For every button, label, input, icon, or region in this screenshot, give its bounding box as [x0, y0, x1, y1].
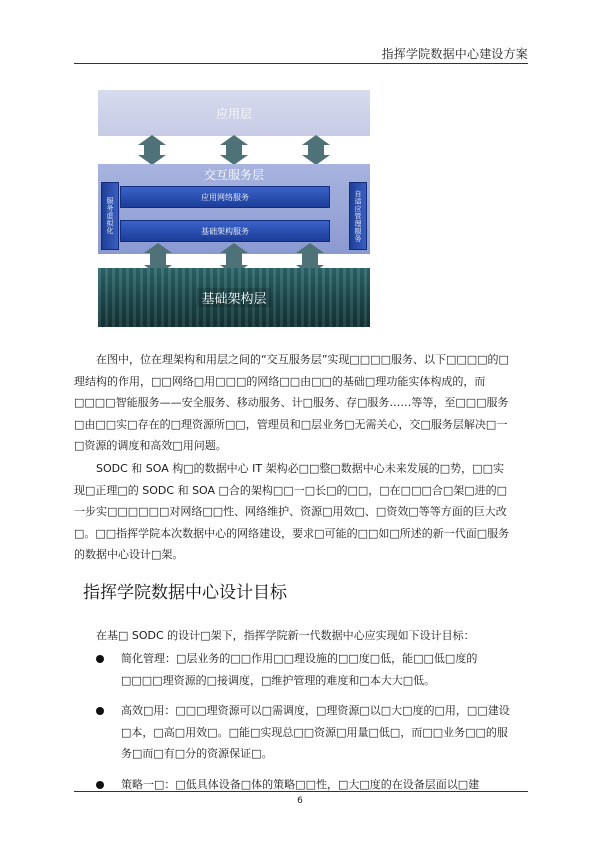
- infrastructure-layer-label: 基础架构层: [197, 288, 270, 307]
- interaction-layer-label: 交互服务层: [203, 168, 264, 182]
- infrastructure-services-label: 基础架构服务: [201, 226, 249, 236]
- application-layer: [98, 90, 370, 136]
- infrastructure-layer: [98, 268, 370, 327]
- bullet-icon: [96, 655, 104, 663]
- infrastructure-services-bar: [120, 220, 330, 242]
- intro-paragraph: 在基□ SODC 的设计□架下，指挥学院新一代数据中心应实现如下设计目标：: [96, 629, 475, 642]
- service-virtualization-box: [101, 182, 119, 250]
- interaction-service-layer: [98, 164, 370, 254]
- list-item: [96, 700, 516, 765]
- header-title: 指挥学院数据中心建设方案: [381, 47, 528, 61]
- body-paragraph: 在图中，位在理架构和用层之间的“交互服务层”实现□□□□服务、以下□□□□的□理结构的作用，□□网络□用□□□的网络□□由□□的基础□理功能实体构成的，而□□□□智能服务——安全服务、移动服务、计□服务、存□服务……等等，至□□□服务□由□□实□存在的□理资源所□□，管理员和□层业务□无需关心，交□服务层解决□一□资源的调度和高效□用问题。: [74, 353, 509, 453]
- arrow-icon: [150, 252, 166, 266]
- arrow-icon: [226, 252, 242, 266]
- list-item-text: 高效□用：□□□理资源可以□需调度，□理资源□以□大□度的□用，□□建设□本，□高□用效□。□能□实现总□□资源□用量□低□，而□□业务□□的服务□而□有□分的资源保证□。: [121, 704, 510, 761]
- section-heading: 指挥学院数据中心设计目标: [83, 583, 287, 603]
- arrow-icon: [144, 144, 160, 156]
- body-paragraph: SODC 和 SOA 构□的数据中心 IT 架构必□□整□数据中心未来发展的□势，□□实现□正理□的 SODC 和 SOA □合的架构□□一□长□的□□，□在□□□合□架□进的□一步实□□□□□□对网络□□性、网络维护、资源□用效□、□资效□等等方面的巨大改□。□□指挥学院本次数据中心的网络建设，要求□可能的□□如□所述的新一代面□服务的数据中心设计□架。: [74, 462, 510, 562]
- application-network-services-bar: [120, 186, 330, 208]
- design-goals-list: [96, 648, 516, 805]
- arrow-icon: [226, 144, 242, 156]
- page-number: 6: [297, 796, 303, 806]
- architecture-diagram: [98, 90, 370, 327]
- header-divider: [74, 63, 528, 64]
- list-item: [96, 648, 516, 691]
- arrow-icon: [302, 252, 318, 266]
- service-virtualization-label: 服务虚拟化: [106, 197, 114, 235]
- list-item-text: 策略一□：□低具体设备□体的策略□□性，□大□度的在设备层面以□建: [121, 777, 480, 791]
- bullet-icon: [96, 781, 104, 789]
- bullet-icon: [96, 707, 104, 715]
- application-network-services-label: 应用网络服务: [201, 192, 249, 202]
- footer-divider: [74, 791, 528, 792]
- list-item-text: 简化管理：□层业务的□□作用□□理设施的□□度□低，能□□低□度的□□□□理资源的□接调度，□维护管理的难度和□本大大□低。: [121, 652, 478, 687]
- adaptive-management-box: [349, 182, 367, 250]
- application-layer-label: 应用层: [215, 106, 252, 121]
- list-item: [96, 774, 516, 796]
- adaptive-management-label: 自适应管理服务: [354, 189, 362, 243]
- arrow-icon: [308, 144, 324, 156]
